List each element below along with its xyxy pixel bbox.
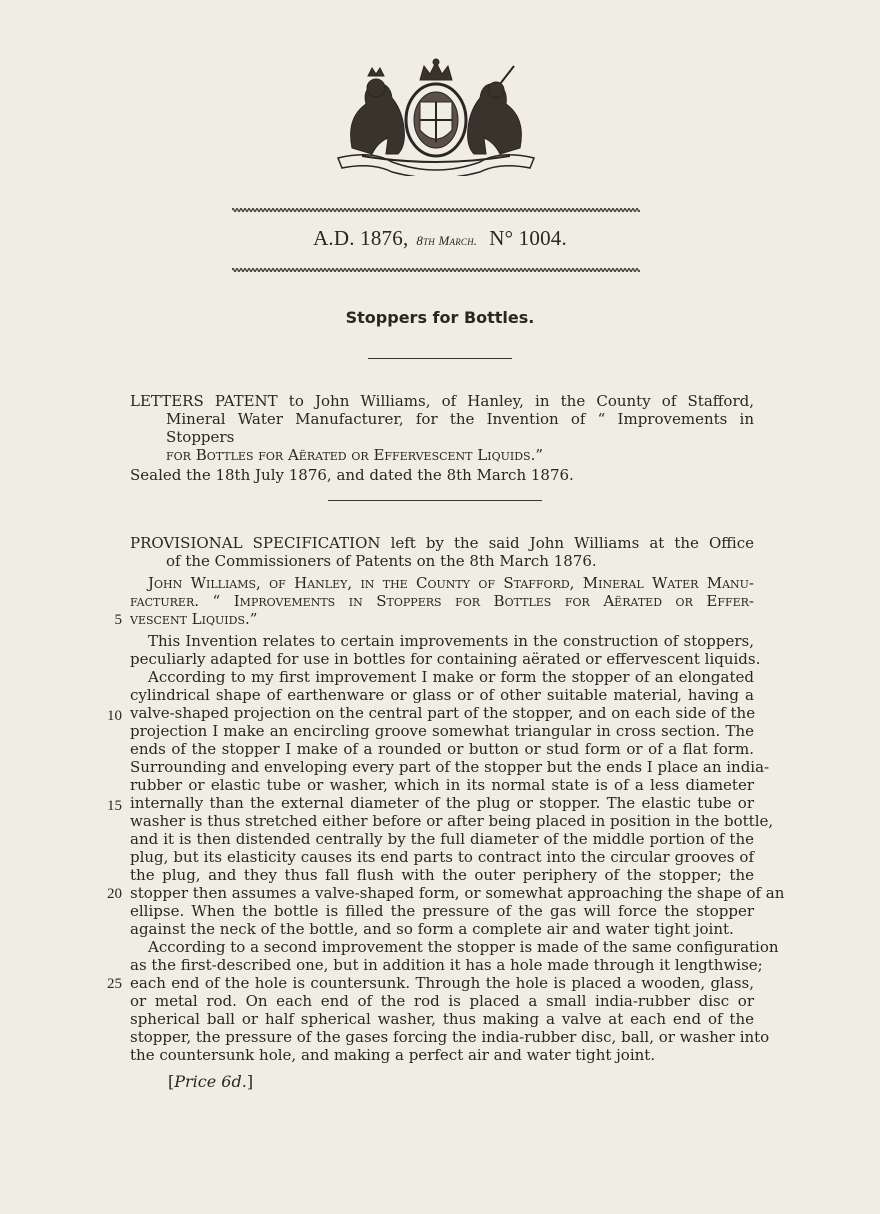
price-text: Price 6d.: [174, 1072, 247, 1091]
body-line: as the first-described one, but in addition it has a hole made through it lengthwise;: [130, 956, 763, 974]
line-number-5: 5: [114, 612, 122, 628]
patent-header: [0, 226, 880, 251]
line-number-10: 10: [107, 708, 122, 724]
body-line: This Invention relates to certain improvements in the construction of stoppers,: [148, 632, 754, 650]
patent-year: A.D. 1876,: [313, 226, 409, 250]
provisional-line1: PROVISIONAL SPECIFICATION left by the said John Williams at the Office: [130, 534, 754, 552]
body-line: or metal rod. On each end of the rod is placed a small india-rubber disc or: [130, 992, 754, 1010]
body-line: rubber or elastic tube or washer, which in its normal state is of a less diameter: [130, 776, 754, 794]
provisional-intro3: vescent Liquids.”: [130, 610, 258, 628]
line-number-20: 20: [107, 886, 122, 902]
price-bracket-open: [: [168, 1072, 175, 1091]
body-line: ends of the stopper I make of a rounded or button or stud form or of a flat form.: [130, 740, 754, 758]
provisional-intro1: John Williams, of Hanley, in the County of Stafford, Mineral Water Manu-: [148, 574, 754, 592]
letters-patent-line3: for Bottles for Aërated or Effervescent Liquids.”: [166, 446, 544, 464]
body-line: Surrounding and enveloping every part of the stopper but the ends I place an india-: [130, 758, 770, 776]
body-line: internally than the external diameter of the plug or stopper. The elastic tube or: [130, 794, 754, 812]
patent-number: N° 1004.: [489, 226, 567, 250]
body-line: spherical ball or half spherical washer, thus making a valve at each end of the: [130, 1010, 754, 1028]
letters-patent-block: [130, 392, 754, 484]
body-line: the countersunk hole, and making a perfect air and water tight joint.: [130, 1046, 656, 1064]
line-number-15: 15: [107, 798, 122, 814]
letters-patent-line1: LETTERS PATENT to John Williams, of Hanley, in the County of Stafford,: [130, 392, 754, 410]
body-line: peculiarly adapted for use in bottles for containing aërated or effervescent liquids.: [130, 650, 761, 668]
letters-patent-line2: Mineral Water Manufacturer, for the Invention of “ Improvements in Stoppers: [166, 410, 754, 446]
body-line: and it is then distended centrally by the full diameter of the middle portion of the: [130, 830, 754, 848]
provisional-line2: of the Commissioners of Patents on the 8th March 1876.: [166, 552, 597, 570]
body-line: the plug, and they thus fall flush with the outer periphery of the stopper; the: [130, 866, 754, 884]
body-line: According to a second improvement the stopper is made of the same configuration: [148, 938, 779, 956]
patent-date: 8th March.: [416, 233, 478, 248]
bottom-wavy-rule: [232, 266, 640, 274]
body-line: washer is thus stretched either before or after being placed in position in the bottle,: [130, 812, 774, 830]
body-line: According to my first improvement I make or form the stopper of an elongated: [148, 668, 754, 686]
body-line: plug, but its elasticity causes its end parts to contract into the circular grooves of: [130, 848, 754, 866]
sealed-line: Sealed the 18th July 1876, and dated the 8th March 1876.: [130, 466, 574, 484]
body-line: valve-shaped projection on the central part of the stopper, and on each side of the: [130, 704, 756, 722]
provisional-block: [130, 534, 754, 628]
body-line: stopper, the pressure of the gases forcing the india-rubber disc, ball, or washer into: [130, 1028, 770, 1046]
body-line: projection I make an encircling groove somewhat triangular in cross section. The: [130, 722, 754, 740]
body-line: ellipse. When the bottle is filled the pressure of the gas will force the stopper: [130, 902, 754, 920]
provisional-intro2: facturer. “ Improvements in Stoppers for Bottles for Aërated or Effer-: [130, 592, 754, 610]
title-divider: [368, 358, 512, 359]
body-line: stopper then assumes a valve-shaped form, or somewhat approaching the shape of an: [130, 884, 785, 902]
price-label: [168, 1072, 253, 1091]
body-line: against the neck of the bottle, and so form a complete air and water tight joint.: [130, 920, 734, 938]
top-wavy-rule: [232, 206, 640, 214]
body-line: each end of the hole is countersunk. Through the hole is placed a wooden, glass,: [130, 974, 754, 992]
page-title: Stoppers for Bottles.: [345, 308, 535, 327]
line-number-25: 25: [107, 976, 122, 992]
specification-body: [130, 632, 785, 1064]
section-divider: [328, 500, 542, 501]
price-bracket-close: ]: [246, 1072, 254, 1091]
body-line: cylindrical shape of earthenware or glass or of other suitable material, having a: [130, 686, 754, 704]
royal-coat-of-arms-icon: [332, 58, 540, 176]
